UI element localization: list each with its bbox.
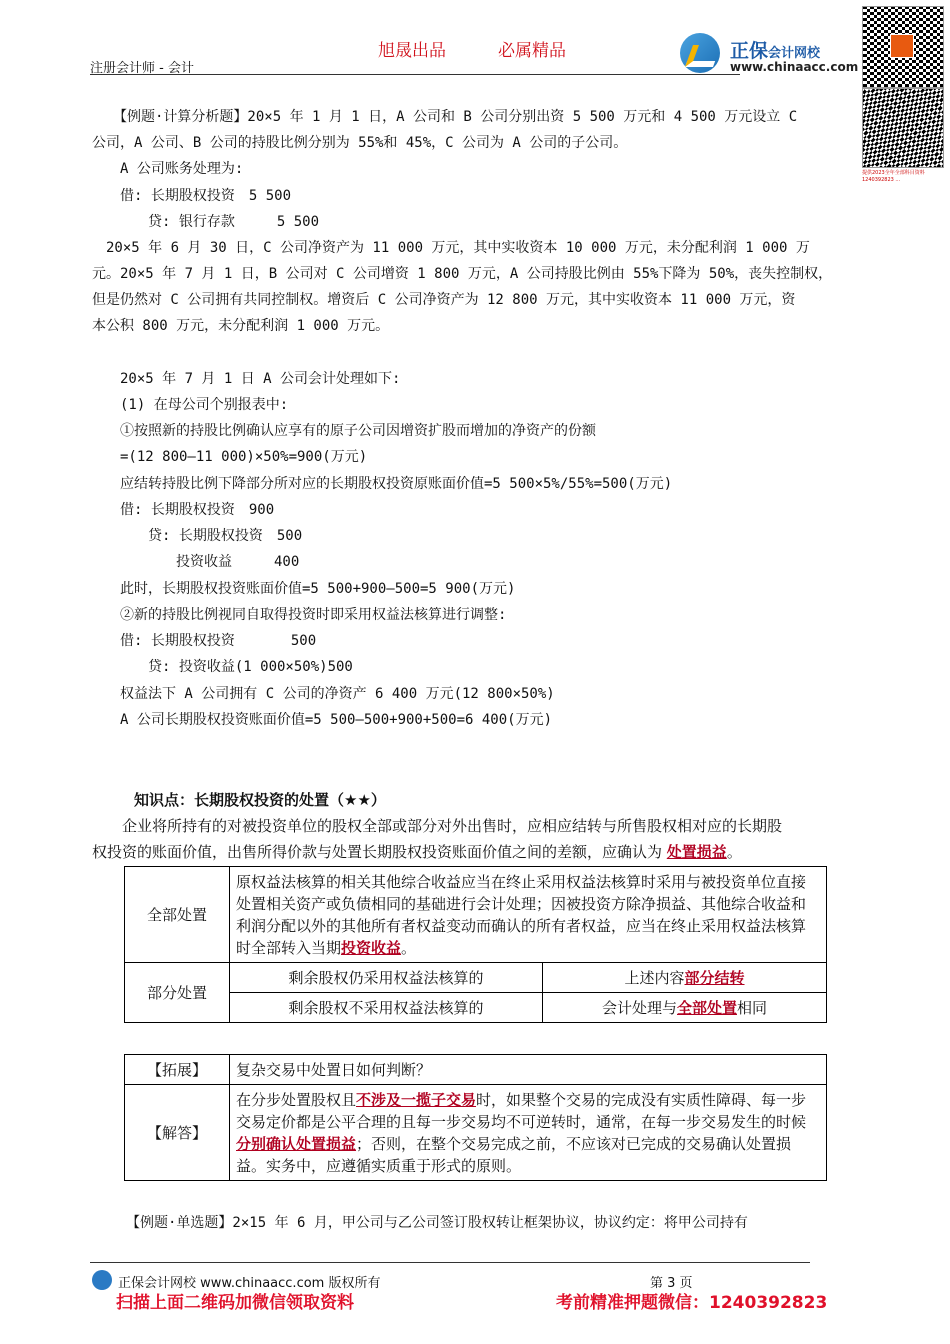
solution-line: =(12 800—11 000)×50%=900(万元) xyxy=(92,449,368,465)
solution-line: 贷: 长期股权投资 500 xyxy=(92,528,303,544)
header-divider xyxy=(90,74,740,75)
footer-page-number: 第 3 页 xyxy=(650,1276,693,1291)
partial-disposal-label: 部分处置 xyxy=(125,963,230,1023)
footer-promo-right: 考前精准押题微信：1240392823 xyxy=(556,1293,828,1313)
disposal-table xyxy=(124,866,827,1023)
same-as-full-cell: 会计处理与全部处置相同 xyxy=(543,993,827,1023)
solution-line: 权益法下 A 公司拥有 C 公司的净资产 6 400 万元(12 800×50%) xyxy=(92,686,555,702)
example1-line: 本公积 800 万元，未分配利润 1 000 万元。 xyxy=(92,318,390,334)
header-subject: 注册会计师 - 会计 xyxy=(90,61,194,76)
example1-line: 元。20×5 年 7 月 1 日，B 公司对 C 公司增资 1 800 万元，A 公司持股比例由 55%下降为 50%，丧失控制权， xyxy=(92,266,833,282)
slogan-left: 旭晟出品 xyxy=(378,41,446,61)
solution-line: ①按照新的持股比例确认应享有的原子公司因增资扩股而增加的净资产的份额 xyxy=(92,423,596,439)
answer-label: 【解答】 xyxy=(125,1085,230,1181)
example1-line: 借: 长期股权投资 5 500 xyxy=(92,188,292,204)
knowledge-para: 企业将所持有的对被投资单位的股权全部或部分对外出售时，应相应结转与所售股权相对应的长期股 xyxy=(92,817,783,835)
full-disposal-label: 全部处置 xyxy=(125,867,230,963)
qr-badge-icon xyxy=(890,34,914,58)
slogan-right: 必属精品 xyxy=(498,41,566,61)
solution-line: 贷: 投资收益(1 000×50%)500 xyxy=(92,659,353,675)
example1-line: 【例题·计算分析题】20×5 年 1 月 1 日，A 公司和 B 公司分别出资 5 500 万元和 4 500 万元设立 C xyxy=(92,109,798,125)
example2-line: 【例题·单选题】2×15 年 6 月，甲公司与乙公司签订股权转让框架协议，协议约定：将甲公司持有 xyxy=(126,1215,748,1231)
example1-line: 贷: 银行存款 5 500 xyxy=(92,214,320,230)
extension-table xyxy=(124,1054,827,1181)
solution-line: 20×5 年 7 月 1 日 A 公司会计处理如下: xyxy=(92,371,401,387)
brand-name: 正保会计网校 xyxy=(730,40,821,62)
example1-line: 但是仍然对 C 公司拥有共同控制权。增资后 C 公司净资产为 12 800 万元，其中实收资本 11 000 万元，资 xyxy=(92,292,796,308)
answer-text: 在分步处置股权且不涉及一揽子交易时，如果整个交易的完成没有实质性障碍、每一步交易定价都是公平合理的且每一步交易均不可逆转时，通常，在每一步交易发生的时候分别确认处置损益；否则，在整个交易完成之前，不应该对已完成的交易确认处置损益。实务中，应遵循实质重于形式的原则。 xyxy=(230,1085,827,1181)
extension-question: 复杂交易中处置日如何判断？ xyxy=(230,1055,827,1085)
wechat-qr-code-icon xyxy=(862,88,944,168)
footer-divider xyxy=(90,1262,810,1263)
non-equity-method-cell: 剩余股权不采用权益法核算的 xyxy=(230,993,543,1023)
full-disposal-text: 原权益法核算的相关其他综合收益应当在终止采用权益法核算时采用与被投资单位直接处置相关资产或负债相同的基础进行会计处理；因被投资方除净损益、其他综合收益和利润分配以外的其他所有者权益变动而确认的所有者权益，应当在终止采用权益法核算时全部转入当期投资收益。 xyxy=(230,867,827,963)
equity-method-cell: 剩余股权仍采用权益法核算的 xyxy=(230,963,543,993)
example1-line: 20×5 年 6 月 30 日，C 公司净资产为 11 000 万元，其中实收资本 10 000 万元，未分配利润 1 000 万 xyxy=(92,240,810,256)
qr-note: 提供2023全年全部科目资料 1240392823 ... xyxy=(862,170,925,183)
solution-line: 投资收益 400 xyxy=(92,554,300,570)
example1-line: A 公司账务处理为: xyxy=(92,161,244,177)
example1-line: 公司，A 公司、B 公司的持股比例分别为 55%和 45%，C 公司为 A 公司的子公司。 xyxy=(92,135,628,151)
solution-line: 此时，长期股权投资账面价值=5 500+900—500=5 900(万元) xyxy=(92,581,516,597)
brand-url: www.chinaacc.com xyxy=(730,60,859,74)
footer-promo-left: 扫描上面二维码加微信领取资料 xyxy=(116,1293,354,1313)
solution-line: 借: 长期股权投资 900 xyxy=(92,502,275,518)
solution-line: A 公司长期股权投资账面价值=5 500—500+900+500=6 400(万元) xyxy=(92,712,553,728)
footer-copyright: 正保会计网校 www.chinaacc.com 版权所有 xyxy=(118,1276,381,1291)
chinaacc-logo-icon xyxy=(680,33,720,73)
solution-line: 借: 长期股权投资 500 xyxy=(92,633,317,649)
solution-line: ②新的持股比例视同自取得投资时即采用权益法核算进行调整: xyxy=(92,607,507,623)
solution-line: (1) 在母公司个别报表中: xyxy=(92,397,289,413)
extension-label: 【拓展】 xyxy=(125,1055,230,1085)
knowledge-title: 知识点：长期股权投资的处置（★★） xyxy=(134,791,386,809)
solution-line: 应结转持股比例下降部分所对应的长期股权投资原账面价值=5 500×5%/55%=500(万元) xyxy=(92,476,673,492)
knowledge-para-2: 权投资的账面价值，出售所得价款与处置长期股权投资账面价值之间的差额，应确认为 处置损益。 xyxy=(92,843,742,861)
partial-transfer-cell: 上述内容部分结转 xyxy=(543,963,827,993)
footer-logo-icon xyxy=(92,1270,112,1290)
